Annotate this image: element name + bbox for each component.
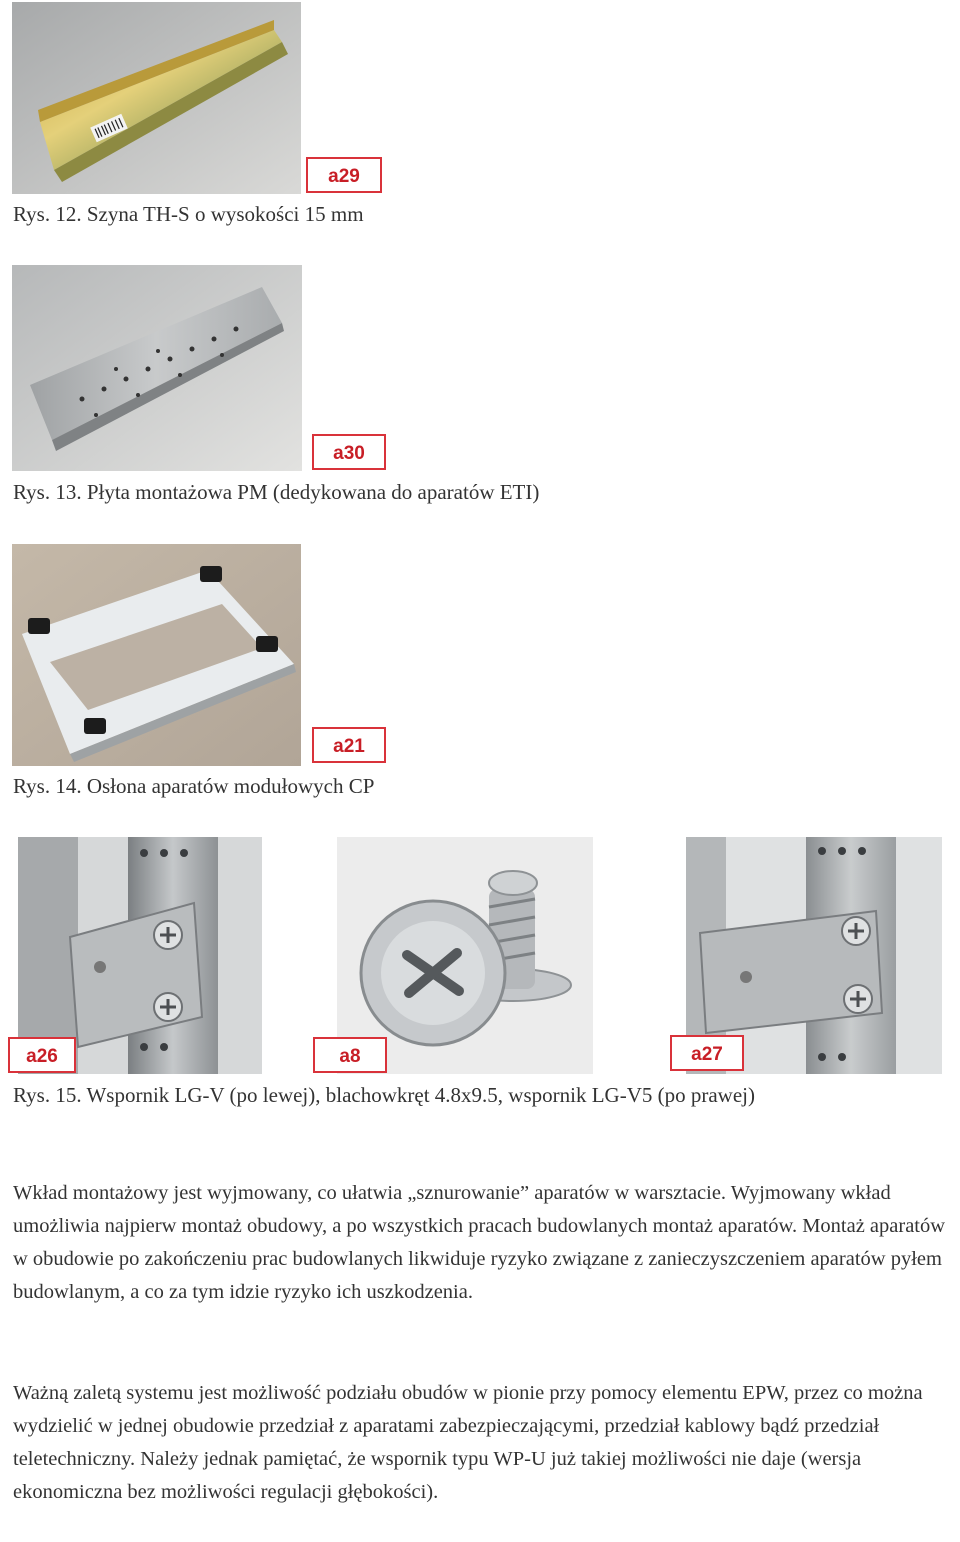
figure-caption-12: Rys. 12. Szyna TH-S o wysokości 15 mm xyxy=(13,202,364,226)
figure-caption-13: Rys. 13. Płyta montażowa PM (dedykowana do aparatów ETI) xyxy=(13,480,540,504)
figure-tag-a26: a26 xyxy=(8,1037,76,1073)
paragraph-mounting-insert: Wkład montażowy jest wyjmowany, co ułatwia „sznurowanie” aparatów w warsztacie. Wyjmowany wkład umożliwia najpierw montaż obudowy, a po wszystkich pracach budowlanych montaż aparatów. Montaż aparatów w obudowie po zakończeniu prac budowlanych likwiduje ryzyko związane z zanieczyszczeniem aparatów pyłem budowlanym, a co za tym idzie ryzyko ich uszkodzenia. xyxy=(13,1182,946,1303)
figure-tag-a30: a30 xyxy=(312,434,386,470)
figure-caption-15: Rys. 15. Wspornik LG-V (po lewej), blachowkręt 4.8x9.5, wspornik LG-V5 (po prawej) xyxy=(13,1083,755,1107)
paragraph-vertical-division: Ważną zaletą systemu jest możliwość podziału obudów w pionie przy pomocy elementu EPW, przez co można wydzielić w jednej obudowie przedział z aparatami zabezpieczającymi, przedział kablowy bądź przedział teletechniczny. Należy jednak pamiętać, że wspornik typu WP-U już takiej możliwości nie daje (wersja ekonomiczna bez możliwości regulacji głębokości). xyxy=(13,1382,923,1503)
figure-tag-a21: a21 xyxy=(312,727,386,763)
figure-tag-a8: a8 xyxy=(313,1037,387,1073)
cover-photo xyxy=(12,544,301,766)
mounting-plate-photo xyxy=(12,265,302,471)
figure-tag-a27: a27 xyxy=(670,1035,744,1071)
rail-photo xyxy=(12,2,301,194)
figure-tag-a29: a29 xyxy=(306,157,382,193)
figure-caption-14: Rys. 14. Osłona aparatów modułowych CP xyxy=(13,774,375,798)
